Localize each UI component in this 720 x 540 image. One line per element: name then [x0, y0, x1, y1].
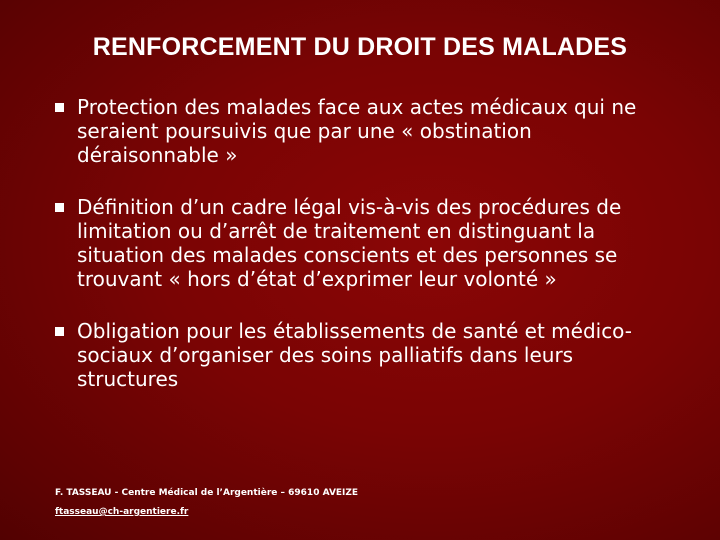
- bullet-text: Définition d’un cadre légal vis-à-vis des procédures de limitation ou d’arrêt de traitement en distinguant la situation des malades conscients et des personnes se trouvant « hors d’état d’exprimer leur volonté »: [77, 195, 622, 291]
- slide-title: RENFORCEMENT DU DROIT DES MALADES: [92, 33, 628, 61]
- square-bullet-icon: [55, 103, 64, 112]
- bullet-text: Obligation pour les établissements de santé et médico-sociaux d’organiser des soins palliatifs dans leurs structures: [77, 319, 633, 391]
- bullet-list: [55, 95, 665, 391]
- footer-email-link[interactable]: ftasseau@ch-argentiere.fr: [55, 507, 189, 517]
- bullet-item: [55, 195, 665, 291]
- footer-author: F. TASSEAU - Centre Médical de l’Argentière – 69610 AVEIZE: [55, 488, 359, 498]
- bullet-item: [55, 95, 665, 167]
- square-bullet-icon: [55, 203, 64, 212]
- bullet-item: [55, 319, 665, 391]
- bullet-text: Protection des malades face aux actes médicaux qui ne seraient poursuivis que par une « obstination déraisonnable »: [77, 95, 637, 167]
- square-bullet-icon: [55, 327, 64, 336]
